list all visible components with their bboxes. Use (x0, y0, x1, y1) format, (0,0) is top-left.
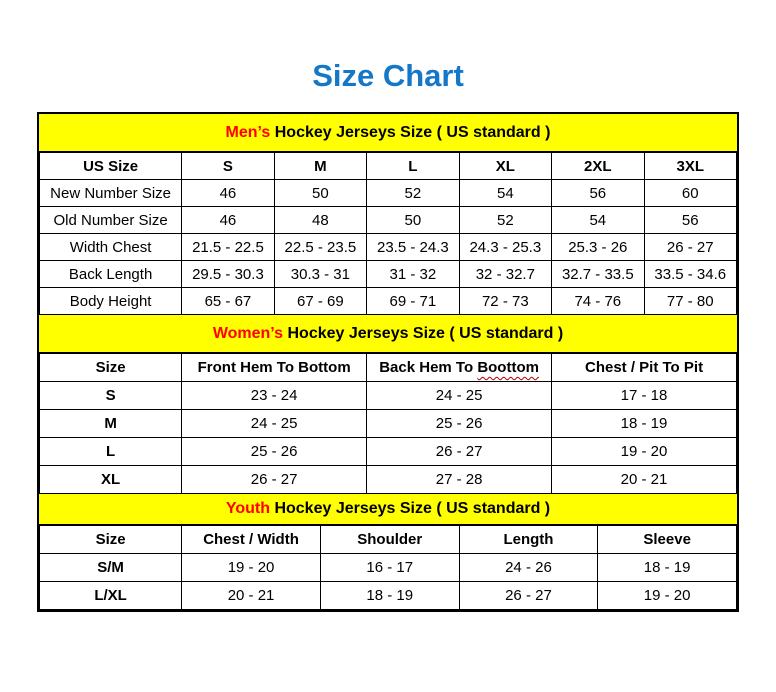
cell-value: 52 (459, 207, 551, 234)
row-label: L (40, 438, 182, 466)
cell-value: 19 - 20 (552, 438, 737, 466)
cell-value: 30.3 - 31 (274, 261, 366, 288)
table-row (40, 466, 737, 494)
column-header: L (367, 153, 459, 180)
column-header: Sleeve (598, 526, 737, 554)
section-band-youth (39, 494, 737, 525)
column-header: 3XL (644, 153, 736, 180)
cell-value: 46 (182, 207, 274, 234)
cell-value: 18 - 19 (320, 582, 459, 610)
column-header: S (182, 153, 274, 180)
table-row (40, 207, 737, 234)
table-row (40, 288, 737, 315)
cell-value: 52 (367, 180, 459, 207)
header-row (40, 526, 737, 554)
cell-value: 54 (459, 180, 551, 207)
cell-value: 16 - 17 (320, 554, 459, 582)
cell-value: 24 - 25 (182, 410, 367, 438)
cell-value: 60 (644, 180, 736, 207)
cell-value: 23.5 - 24.3 (367, 234, 459, 261)
cell-value: 23 - 24 (182, 382, 367, 410)
cell-value: 22.5 - 23.5 (274, 234, 366, 261)
band-text: Hockey Jerseys Size ( US standard ) (270, 500, 551, 517)
row-label: S/M (40, 554, 182, 582)
cell-value: 32 - 32.7 (459, 261, 551, 288)
row-label: Back Length (40, 261, 182, 288)
cell-value: 56 (552, 180, 644, 207)
cell-value: 25 - 26 (182, 438, 367, 466)
column-header: Chest / Pit To Pit (552, 354, 737, 382)
column-header: Front Hem To Bottom (182, 354, 367, 382)
table-row (40, 261, 737, 288)
table-row (40, 438, 737, 466)
section-band-mens (39, 114, 737, 152)
table-row (40, 382, 737, 410)
row-label: L/XL (40, 582, 182, 610)
section-youth (39, 494, 737, 610)
table-row (40, 234, 737, 261)
table-row (40, 410, 737, 438)
cell-value: 46 (182, 180, 274, 207)
column-header: Back Hem To Boottom (367, 354, 552, 382)
cell-value: 24.3 - 25.3 (459, 234, 551, 261)
header-row (40, 354, 737, 382)
cell-value: 67 - 69 (274, 288, 366, 315)
cell-value: 31 - 32 (367, 261, 459, 288)
cell-value: 50 (274, 180, 366, 207)
table-row (40, 180, 737, 207)
cell-value: 54 (552, 207, 644, 234)
section-mens (39, 114, 737, 315)
cell-value: 27 - 28 (367, 466, 552, 494)
cell-value: 21.5 - 22.5 (182, 234, 274, 261)
section-table-youth (39, 525, 737, 610)
cell-value: 20 - 21 (552, 466, 737, 494)
cell-value: 20 - 21 (182, 582, 321, 610)
cell-value: 72 - 73 (459, 288, 551, 315)
column-header: XL (459, 153, 551, 180)
cell-value: 65 - 67 (182, 288, 274, 315)
section-womens (39, 315, 737, 494)
cell-value: 26 - 27 (459, 582, 598, 610)
row-label: Old Number Size (40, 207, 182, 234)
band-highlight: Youth (225, 500, 270, 517)
cell-value: 19 - 20 (598, 582, 737, 610)
cell-value: 26 - 27 (644, 234, 736, 261)
cell-value: 32.7 - 33.5 (552, 261, 644, 288)
cell-value: 25.3 - 26 (552, 234, 644, 261)
band-text: Hockey Jerseys Size ( US standard ) (283, 324, 564, 342)
misspelled-word: Boottom (477, 359, 539, 376)
column-header: Shoulder (320, 526, 459, 554)
column-header: Chest / Width (182, 526, 321, 554)
column-header: 2XL (552, 153, 644, 180)
row-label: S (40, 382, 182, 410)
band-highlight: Men’s (225, 123, 271, 141)
row-label: New Number Size (40, 180, 182, 207)
cell-value: 19 - 20 (182, 554, 321, 582)
cell-value: 18 - 19 (552, 410, 737, 438)
column-header: Size (40, 354, 182, 382)
cell-value: 18 - 19 (598, 554, 737, 582)
column-header: Length (459, 526, 598, 554)
section-table-mens (39, 152, 737, 315)
row-label: XL (40, 466, 182, 494)
header-row (40, 153, 737, 180)
cell-value: 56 (644, 207, 736, 234)
cell-value: 26 - 27 (367, 438, 552, 466)
size-chart (37, 112, 739, 612)
cell-value: 74 - 76 (552, 288, 644, 315)
section-table-womens (39, 353, 737, 494)
row-label: Body Height (40, 288, 182, 315)
cell-value: 48 (274, 207, 366, 234)
page-title: Size Chart (312, 58, 464, 93)
cell-value: 69 - 71 (367, 288, 459, 315)
cell-value: 26 - 27 (182, 466, 367, 494)
column-header: US Size (40, 153, 182, 180)
section-band-womens (39, 315, 737, 353)
cell-value: 77 - 80 (644, 288, 736, 315)
table-row (40, 554, 737, 582)
band-highlight: Women’s (212, 324, 284, 342)
cell-value: 24 - 25 (367, 382, 552, 410)
column-header: Size (40, 526, 182, 554)
table-row (40, 582, 737, 610)
column-header: M (274, 153, 366, 180)
cell-value: 33.5 - 34.6 (644, 261, 736, 288)
cell-value: 24 - 26 (459, 554, 598, 582)
cell-value: 25 - 26 (367, 410, 552, 438)
row-label: M (40, 410, 182, 438)
cell-value: 50 (367, 207, 459, 234)
cell-value: 29.5 - 30.3 (182, 261, 274, 288)
cell-value: 17 - 18 (552, 382, 737, 410)
band-text: Hockey Jerseys Size ( US standard ) (270, 123, 551, 141)
row-label: Width Chest (40, 234, 182, 261)
